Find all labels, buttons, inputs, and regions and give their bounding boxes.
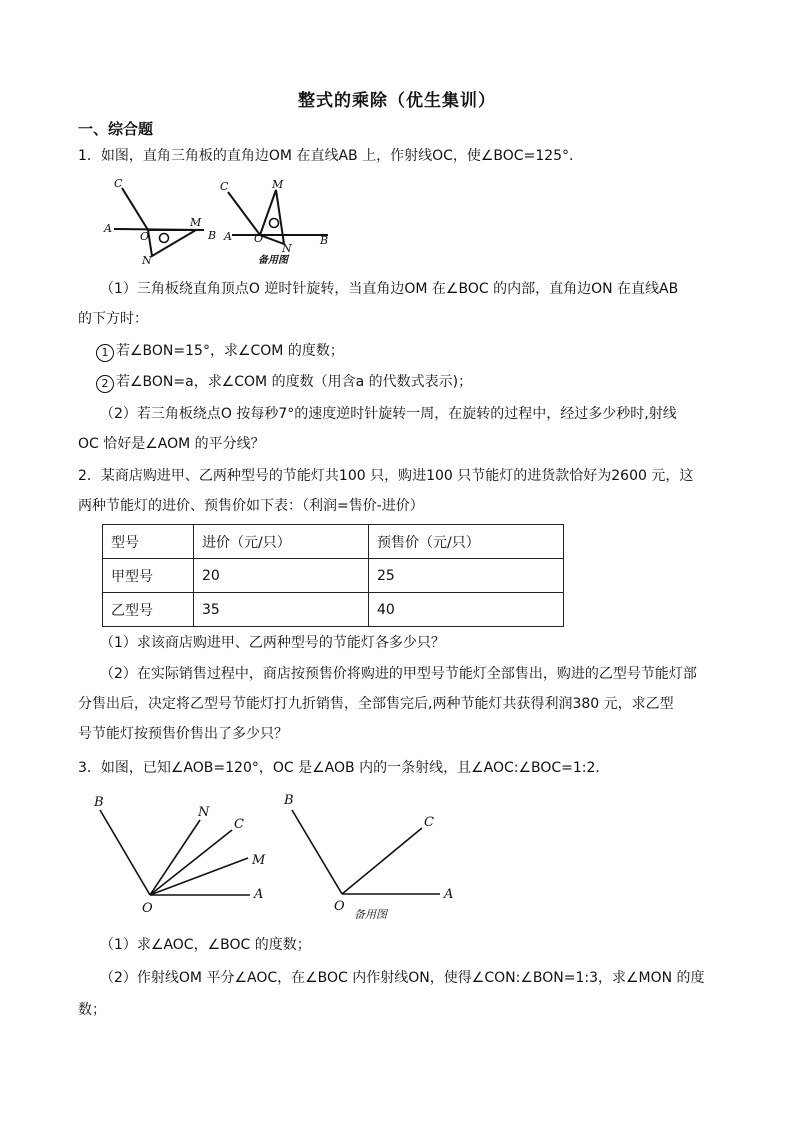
q1-sub2-marker: 2 bbox=[96, 375, 114, 393]
table-header-cell: 预售价（元/只） bbox=[369, 525, 564, 559]
q3-spare-label-o: O bbox=[334, 899, 345, 914]
q3-label-o: O bbox=[142, 901, 153, 916]
q3-part2-line2: 数； bbox=[78, 1002, 106, 1018]
q1-spare-ray-oc bbox=[228, 192, 260, 235]
q1-spare-triangle-hole bbox=[270, 219, 279, 228]
table-cell: 乙型号 bbox=[103, 593, 194, 627]
q3-label-a: A bbox=[254, 887, 264, 902]
q3-ray-on bbox=[150, 820, 200, 895]
q1-spare-label-a: A bbox=[224, 230, 232, 243]
q3-figure bbox=[88, 786, 468, 926]
q1-sub1-marker: 1 bbox=[96, 344, 114, 362]
table-cell: 35 bbox=[194, 593, 369, 627]
q3-spare-ray-oc bbox=[342, 828, 422, 894]
q1-label-b: B bbox=[208, 229, 217, 242]
q3-spare-ray-ob bbox=[292, 810, 342, 894]
table-cell: 20 bbox=[194, 559, 369, 593]
q1-sub1-text: 若∠BON=15°，求∠COM 的度数； bbox=[116, 343, 344, 359]
q1-label-m: M bbox=[190, 216, 202, 229]
table-row bbox=[103, 559, 564, 593]
q1-part1-line1: （1）三角板绕直角顶点O 逆时针旋转，当直角边OM 在∠BOC 的内部，直角边ON 在直线AB bbox=[100, 281, 679, 297]
q3-label-n: N bbox=[198, 805, 210, 820]
q1-part2-line2: OC 恰好是∠AOM 的平分线？ bbox=[78, 436, 265, 452]
q3-ray-oc bbox=[150, 830, 232, 895]
q3-label-c: C bbox=[234, 817, 244, 832]
q3-main-figure bbox=[100, 810, 250, 895]
page-title: 整式的乘除（优生集训） bbox=[298, 91, 496, 111]
q1-ray-oc bbox=[122, 188, 148, 230]
q1-spare-label-n: N bbox=[282, 242, 292, 255]
q1-part2-line1: （2）若三角板绕点O 按每秒7°的速度逆时针旋转一周，在旋转的过程中，经过多少秒时,射线 bbox=[100, 406, 677, 422]
q1-sub1 bbox=[96, 341, 746, 362]
table-cell: 25 bbox=[369, 559, 564, 593]
q1-spare-label-c: C bbox=[220, 180, 229, 193]
table-row bbox=[103, 593, 564, 627]
table-header-cell: 型号 bbox=[103, 525, 194, 559]
q2-part2-line1: （2）在实际销售过程中，商店按预售价将购进的甲型号节能灯全部售出，购进的乙型号节能灯部 bbox=[100, 666, 697, 682]
q1-label-a: A bbox=[104, 222, 112, 235]
q1-label-c: C bbox=[114, 177, 123, 190]
q3-spare-figure bbox=[292, 810, 440, 894]
q1-label-n: N bbox=[142, 254, 152, 267]
table-cell: 40 bbox=[369, 593, 564, 627]
q3-stem: 3．如图，已知∠AOB=120°，OC 是∠AOB 内的一条射线，且∠AOC:∠BOC=1:2． bbox=[78, 760, 610, 776]
q2-stem-line1: 2．某商店购进甲、乙两种型号的节能灯共100 只，购进100 只节能灯的进货款恰好为2600 元，这 bbox=[78, 468, 694, 484]
q1-spare-label-b: B bbox=[320, 234, 329, 247]
q1-sub2-text: 若∠BON=a，求∠COM 的度数（用含a 的代数式表示)； bbox=[116, 374, 473, 390]
q1-spare-figure bbox=[228, 190, 328, 244]
q1-part1-line2: 的下方时： bbox=[78, 311, 148, 327]
q1-triangle-hole bbox=[160, 234, 169, 243]
table-header-cell: 进价（元/只） bbox=[194, 525, 369, 559]
q2-part2-line3: 号节能灯按预售价售出了多少只？ bbox=[78, 726, 288, 742]
q3-label-b: B bbox=[94, 795, 104, 810]
q1-sub2 bbox=[96, 372, 746, 393]
q3-spare-label-c: C bbox=[424, 815, 434, 830]
q3-ray-ob bbox=[100, 810, 150, 895]
q2-part2-line2: 分售出后，决定将乙型号节能灯打九折销售，全部售完后,两种节能灯共获得利润380 元，求乙型 bbox=[78, 696, 674, 712]
q2-part1: （1）求该商店购进甲、乙两种型号的节能灯各多少只？ bbox=[100, 635, 445, 651]
q3-label-m: M bbox=[252, 853, 266, 868]
q1-stem: 1．如图，直角三角板的直角边OM 在直线AB 上，作射线OC，使∠BOC=125°． bbox=[78, 148, 584, 164]
q3-part2-line1: （2）作射线OM 平分∠AOC，在∠BOC 内作射线ON，使得∠CON:∠BON=1:3，求∠MON 的度 bbox=[100, 970, 705, 986]
q1-triangle bbox=[148, 230, 196, 256]
table-cell: 甲型号 bbox=[103, 559, 194, 593]
q1-spare-label-m: M bbox=[272, 178, 284, 191]
q1-spare-label-o: O bbox=[254, 232, 264, 245]
q1-figure bbox=[100, 172, 340, 272]
q1-spare-caption: 备用图 bbox=[258, 255, 288, 266]
q3-spare-label-a: A bbox=[444, 887, 454, 902]
q3-spare-label-b: B bbox=[284, 793, 294, 808]
q3-ray-om bbox=[150, 858, 248, 895]
section-heading: 一、综合题 bbox=[78, 120, 154, 138]
price-table bbox=[102, 524, 564, 627]
q3-spare-caption: 备用图 bbox=[354, 908, 387, 921]
q2-stem-line2: 两种节能灯的进价、预售价如下表：（利润=售价-进价） bbox=[78, 498, 424, 514]
table-header-row bbox=[103, 525, 564, 559]
q3-part1: （1）求∠AOC，∠BOC 的度数； bbox=[100, 937, 311, 953]
q1-label-o: O bbox=[140, 230, 150, 243]
